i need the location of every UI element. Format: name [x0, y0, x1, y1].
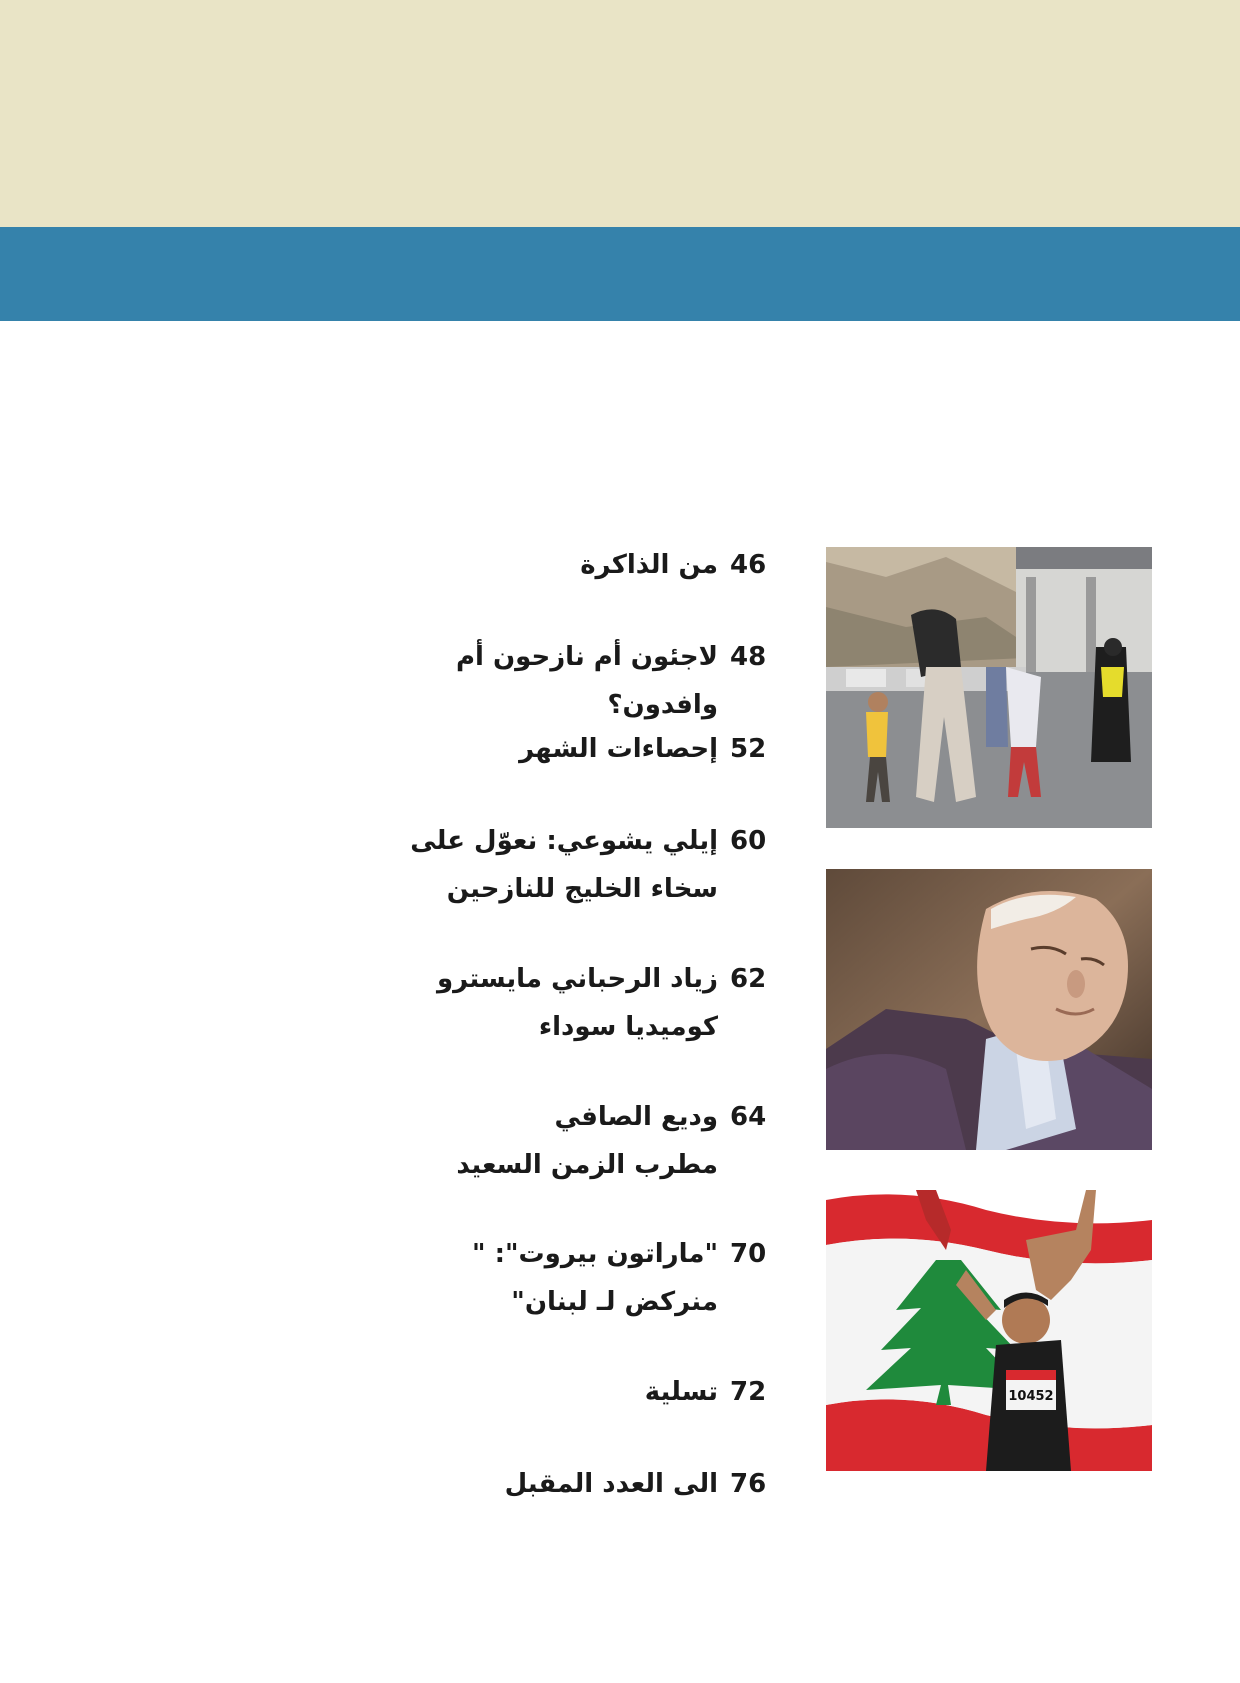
toc-page-number: 64 — [730, 1102, 767, 1132]
toc-title: إيلي يشوعي: نعوّل على سخاء الخليج للنازحين — [410, 826, 718, 904]
photo-elderly-man — [826, 869, 1152, 1150]
bib-number: 10452 — [1008, 1389, 1054, 1404]
toc-page-number: 70 — [730, 1239, 767, 1269]
toc-item[interactable] — [340, 817, 790, 937]
photo-border-crossing — [826, 547, 1152, 828]
toc-item[interactable] — [340, 1230, 790, 1350]
toc-title: "ماراتون بيروت": " منركض لـ لبنان" — [472, 1239, 718, 1317]
toc-title: تسلية — [644, 1377, 718, 1407]
toc-page-number: 76 — [730, 1469, 767, 1499]
toc-page-number: 62 — [730, 964, 767, 994]
toc-item[interactable] — [340, 955, 790, 1075]
toc-page-number: 48 — [730, 642, 767, 672]
photo-marathon-runner — [826, 1190, 1152, 1471]
toc-page-number: 72 — [730, 1377, 767, 1407]
toc-title: وديع الصافي مطرب الزمن السعيد — [456, 1102, 718, 1180]
toc-item[interactable] — [340, 1460, 790, 1580]
toc-page-number: 52 — [730, 734, 767, 764]
toc-item[interactable] — [340, 1093, 790, 1213]
toc-title: زياد الرحباني مايسترو كوميديا سوداء — [437, 964, 718, 1042]
toc-title: من الذاكرة — [580, 550, 718, 580]
toc-title: الى العدد المقبل — [504, 1469, 718, 1499]
toc-page-number: 60 — [730, 826, 767, 856]
toc-title: لاجئون أم نازحون أم وافدون؟ — [455, 642, 718, 720]
toc-page-number: 46 — [730, 550, 767, 580]
toc-title: إحصاءات الشهر — [519, 734, 718, 764]
